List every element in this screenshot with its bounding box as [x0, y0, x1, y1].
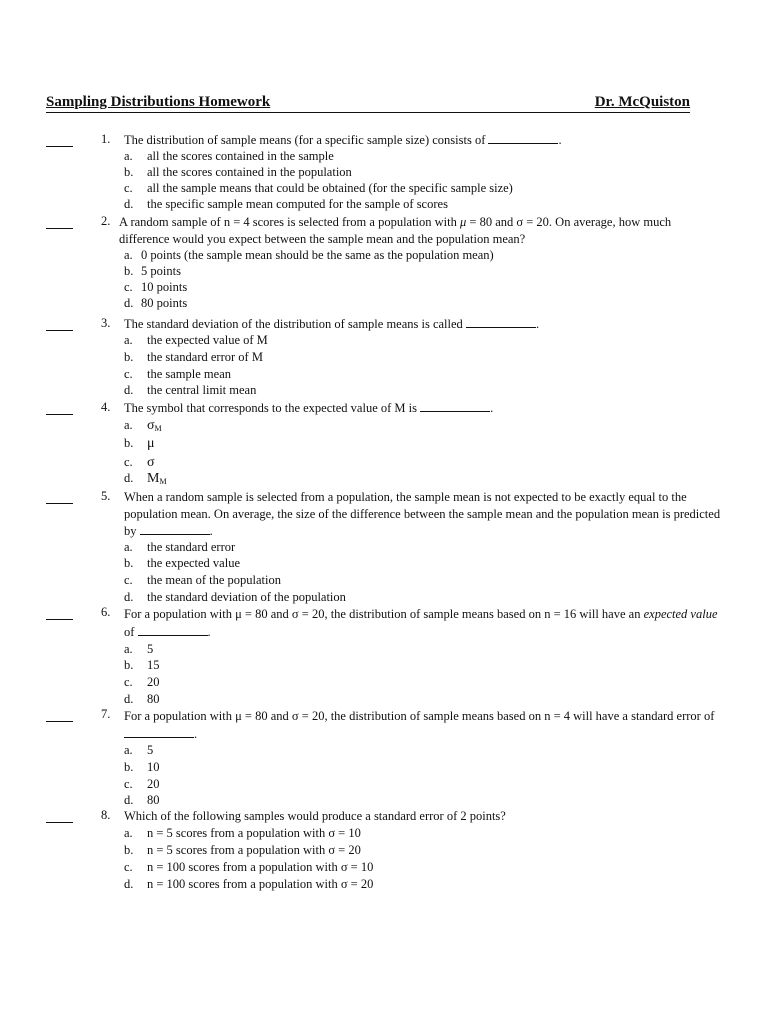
option-d[interactable]: d. the standard deviation of the population	[124, 590, 346, 604]
answer-blank[interactable]	[46, 402, 73, 415]
question-number: 1.	[101, 132, 111, 146]
m-symbol: M	[147, 471, 160, 486]
option-c[interactable]: c. n = 100 scores from a population with σ = 10	[124, 860, 374, 874]
option-a[interactable]: a. the standard error	[124, 540, 236, 554]
question-number: 8.	[101, 808, 111, 822]
fill-in-blank	[466, 317, 536, 328]
option-a[interactable]: a. $\sigma_M$	[124, 418, 162, 433]
question-text: For a population with μ = 80 and σ = 20, the distribution of sample means based on n = 16 will have an expected value of .	[124, 607, 718, 639]
question-text: When a random sample is selected from a population, the sample mean is not expected to be exactly equal to the population mean. On average, the size of the difference between the sample mean and the population mean is predicted by .	[124, 490, 721, 538]
option-a[interactable]: a. 5	[124, 743, 154, 757]
option-c[interactable]: c. the sample mean	[124, 367, 231, 381]
fill-in-blank	[140, 524, 210, 535]
question-text: The distribution of sample means (for a specific sample size) consists of .	[124, 133, 562, 147]
answer-blank[interactable]	[46, 607, 73, 620]
question-number: 4.	[101, 400, 111, 414]
fill-in-blank	[124, 727, 194, 738]
question-text: The symbol that corresponds to the expected value of M is .	[124, 401, 494, 415]
option-b[interactable]: b. 10	[124, 760, 160, 774]
fill-in-blank	[488, 133, 558, 144]
option-c[interactable]: c. σ	[124, 455, 155, 470]
option-b[interactable]: b. n = 5 scores from a population with σ = 20	[124, 843, 361, 857]
option-b[interactable]: b. the standard error of M	[124, 350, 263, 364]
option-d[interactable]: d. $M_M$	[124, 471, 167, 486]
option-c[interactable]: c. all the sample means that could be obtained (for the specific sample size)	[124, 181, 513, 195]
page-title: Sampling Distributions Homework	[46, 94, 271, 110]
option-b[interactable]: b. 15	[124, 658, 160, 672]
question-number: 7.	[101, 707, 111, 721]
option-d[interactable]: d. the specific sample mean computed for the sample of scores	[124, 197, 448, 211]
option-d[interactable]: d. n = 100 scores from a population with σ = 20	[124, 877, 374, 891]
option-a[interactable]: a. n = 5 scores from a population with σ = 10	[124, 826, 361, 840]
question-text: A random sample of n = 4 scores is selected from a population with μ = 80 and σ = 20. On average, how much difference would you expect between the sample mean and the population mean?	[119, 215, 672, 246]
sigma-symbol: σ	[147, 455, 155, 470]
option-c[interactable]: c. 10 points	[124, 280, 188, 294]
fill-in-blank	[420, 401, 490, 412]
option-d[interactable]: d. 80	[124, 793, 160, 807]
option-b[interactable]: b. the expected value	[124, 556, 241, 570]
answer-blank[interactable]	[46, 810, 73, 823]
option-a[interactable]: a. the expected value of M	[124, 333, 268, 347]
page-header	[46, 94, 690, 113]
mu-symbol: μ	[147, 436, 155, 451]
option-c[interactable]: c. 20	[124, 777, 160, 791]
option-a[interactable]: a. all the scores contained in the sample	[124, 149, 334, 163]
answer-blank[interactable]	[46, 318, 73, 331]
author-name: Dr. McQuiston	[594, 94, 690, 110]
option-b[interactable]: b. 5 points	[124, 264, 181, 278]
answer-blank[interactable]	[46, 216, 73, 229]
question-number: 6.	[101, 605, 111, 619]
question-text: The standard deviation of the distribution of sample means is called .	[124, 317, 540, 331]
option-a[interactable]: a. 5	[124, 642, 154, 656]
answer-blank[interactable]	[46, 709, 73, 722]
option-d[interactable]: d. 80 points	[124, 296, 188, 310]
answer-blank[interactable]	[46, 134, 73, 147]
sigma-symbol: σ	[147, 418, 155, 433]
option-b[interactable]: b. μ	[124, 436, 155, 451]
question-number: 5.	[101, 489, 111, 503]
question-text: For a population with μ = 80 and σ = 20, the distribution of sample means based on n = 4 will have a standard error of .	[124, 709, 715, 741]
option-b[interactable]: b. all the scores contained in the population	[124, 165, 352, 179]
option-d[interactable]: d. 80	[124, 692, 160, 706]
fill-in-blank	[138, 625, 208, 636]
question-number: 3.	[101, 316, 111, 330]
option-c[interactable]: c. the mean of the population	[124, 573, 281, 587]
question-number: 2.	[101, 214, 111, 228]
option-d[interactable]: d. the central limit mean	[124, 383, 257, 397]
answer-blank[interactable]	[46, 491, 73, 504]
option-c[interactable]: c. 20	[124, 675, 160, 689]
option-a[interactable]: a. 0 points (the sample mean should be the same as the population mean)	[124, 248, 494, 262]
question-text: Which of the following samples would produce a standard error of 2 points?	[124, 809, 506, 823]
